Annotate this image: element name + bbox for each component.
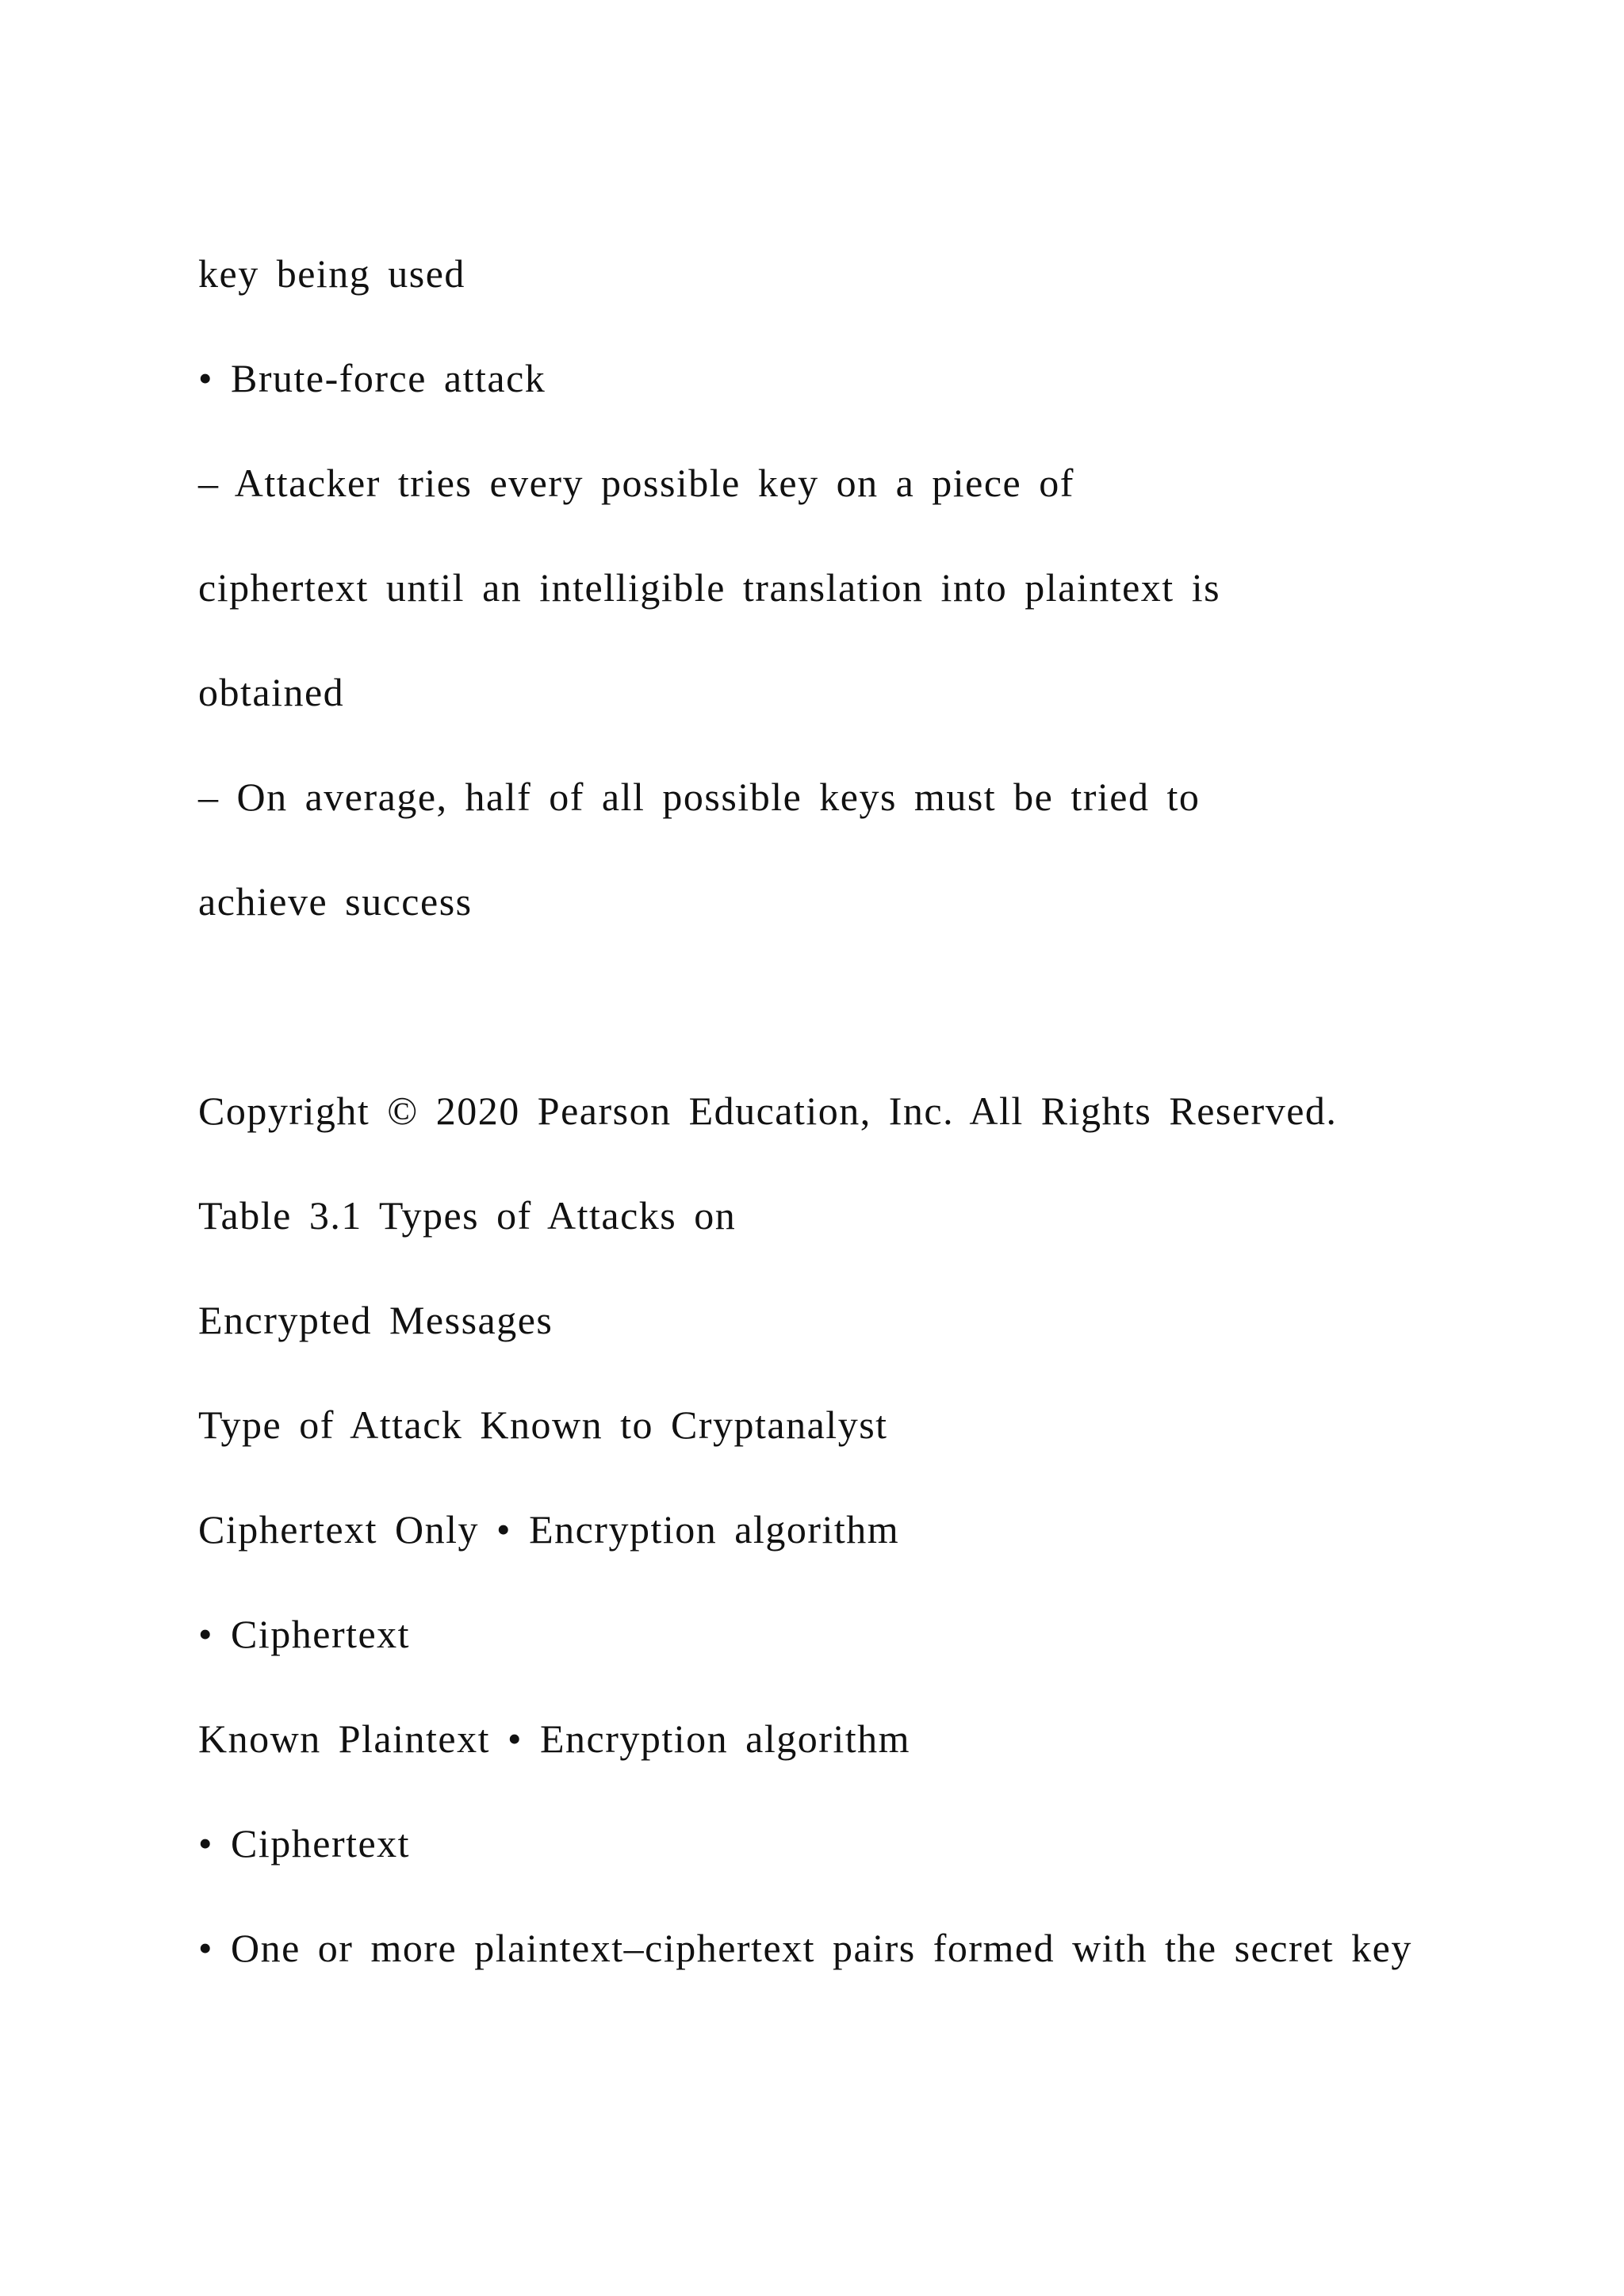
- table-row-ciphertext-item-2: • Ciphertext: [198, 1821, 411, 1866]
- table-row-known-plaintext: Known Plaintext • Encryption algorithm: [198, 1716, 911, 1761]
- text-line-key-being-used: key being used: [198, 251, 465, 296]
- table-title-line-1: Table 3.1 Types of Attacks on: [198, 1193, 737, 1238]
- text-line-on-average: – On average, half of all possible keys must be tried to: [198, 775, 1201, 819]
- copyright-line: Copyright © 2020 Pearson Education, Inc. All Rights Reserved.: [198, 1089, 1338, 1133]
- table-row-pairs-item: • One or more plaintext–ciphertext pairs formed with the secret key: [198, 1926, 1412, 1970]
- table-row-ciphertext-item-1: • Ciphertext: [198, 1612, 411, 1656]
- table-title-line-2: Encrypted Messages: [198, 1298, 553, 1342]
- table-header-line: Type of Attack Known to Cryptanalyst: [198, 1402, 888, 1447]
- text-line-ciphertext-until: ciphertext until an intelligible translation into plaintext is: [198, 565, 1221, 610]
- text-line-achieve-success: achieve success: [198, 879, 473, 924]
- text-line-obtained: obtained: [198, 670, 345, 714]
- bullet-brute-force-attack: • Brute-force attack: [198, 356, 546, 400]
- text-line-attacker-tries: – Attacker tries every possible key on a piece of: [198, 461, 1074, 505]
- table-row-ciphertext-only: Ciphertext Only • Encryption algorithm: [198, 1507, 900, 1552]
